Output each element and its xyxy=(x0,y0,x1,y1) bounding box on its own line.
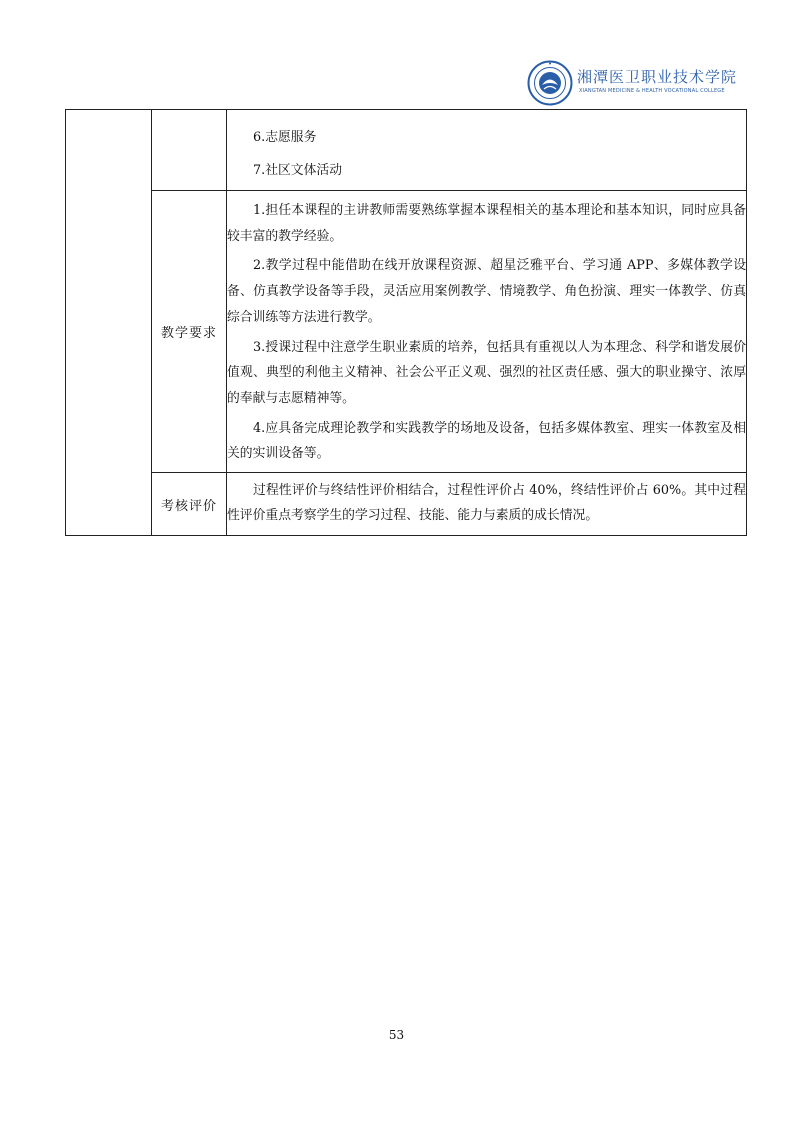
table-row xyxy=(66,110,747,191)
table-row xyxy=(66,473,747,536)
list-item: 7.社区文体活动 xyxy=(253,163,342,178)
college-logo xyxy=(527,58,738,106)
requirement-item: 2.教学过程中能借助在线开放课程资源、超星泛雅平台、学习通 APP、多媒体教学设备、仿真教学设备等手段，灵活应用案例教学、情境教学、角色扮演、理实一体教学、仿真综合训练等方法进行教学。 xyxy=(227,258,746,325)
merged-empty-cell xyxy=(66,110,152,536)
requirement-item: 3.授课过程中注意学生职业素质的培养，包括具有重视以人为本理念、科学和谐发展价值观、典型的利他主义精神、社会公平正义观、强烈的社区责任感、强大的职业操守、浓厚的奉献与志愿精神等。 xyxy=(227,339,746,406)
continued-list-cell xyxy=(227,110,747,191)
curriculum-table xyxy=(65,109,747,536)
list-item: 6.志愿服务 xyxy=(253,130,317,145)
assessment-cell xyxy=(227,473,747,536)
assessment-label: 考核评价 xyxy=(152,473,227,536)
teaching-requirements-label: 教学要求 xyxy=(152,191,227,473)
college-name-en: XIANGTAN MEDICINE & HEALTH VOCATIONAL COLLEGE xyxy=(579,88,725,94)
teaching-requirements-cell xyxy=(227,191,747,473)
empty-label-cell xyxy=(152,110,227,191)
college-name: 湘潭医卫职业技术学院 xyxy=(577,68,738,86)
page-number: 53 xyxy=(388,1028,405,1042)
requirement-item: 1.担任本课程的主讲教师需要熟练掌握本课程相关的基本理论和基本知识，同时应具备较丰富的教学经验。 xyxy=(227,203,746,244)
college-seal-icon xyxy=(527,60,573,106)
requirement-item: 4.应具备完成理论教学和实践教学的场地及设备，包括多媒体教室、理实一体教室及相关的实训设备等。 xyxy=(227,420,746,462)
assessment-text: 过程性评价与终结性评价相结合，过程性评价占 40%，终结性评价占 60%。其中过程性评价重点考察学生的学习过程、技能、能力与素质的成长情况。 xyxy=(227,483,746,524)
table-row xyxy=(66,191,747,473)
